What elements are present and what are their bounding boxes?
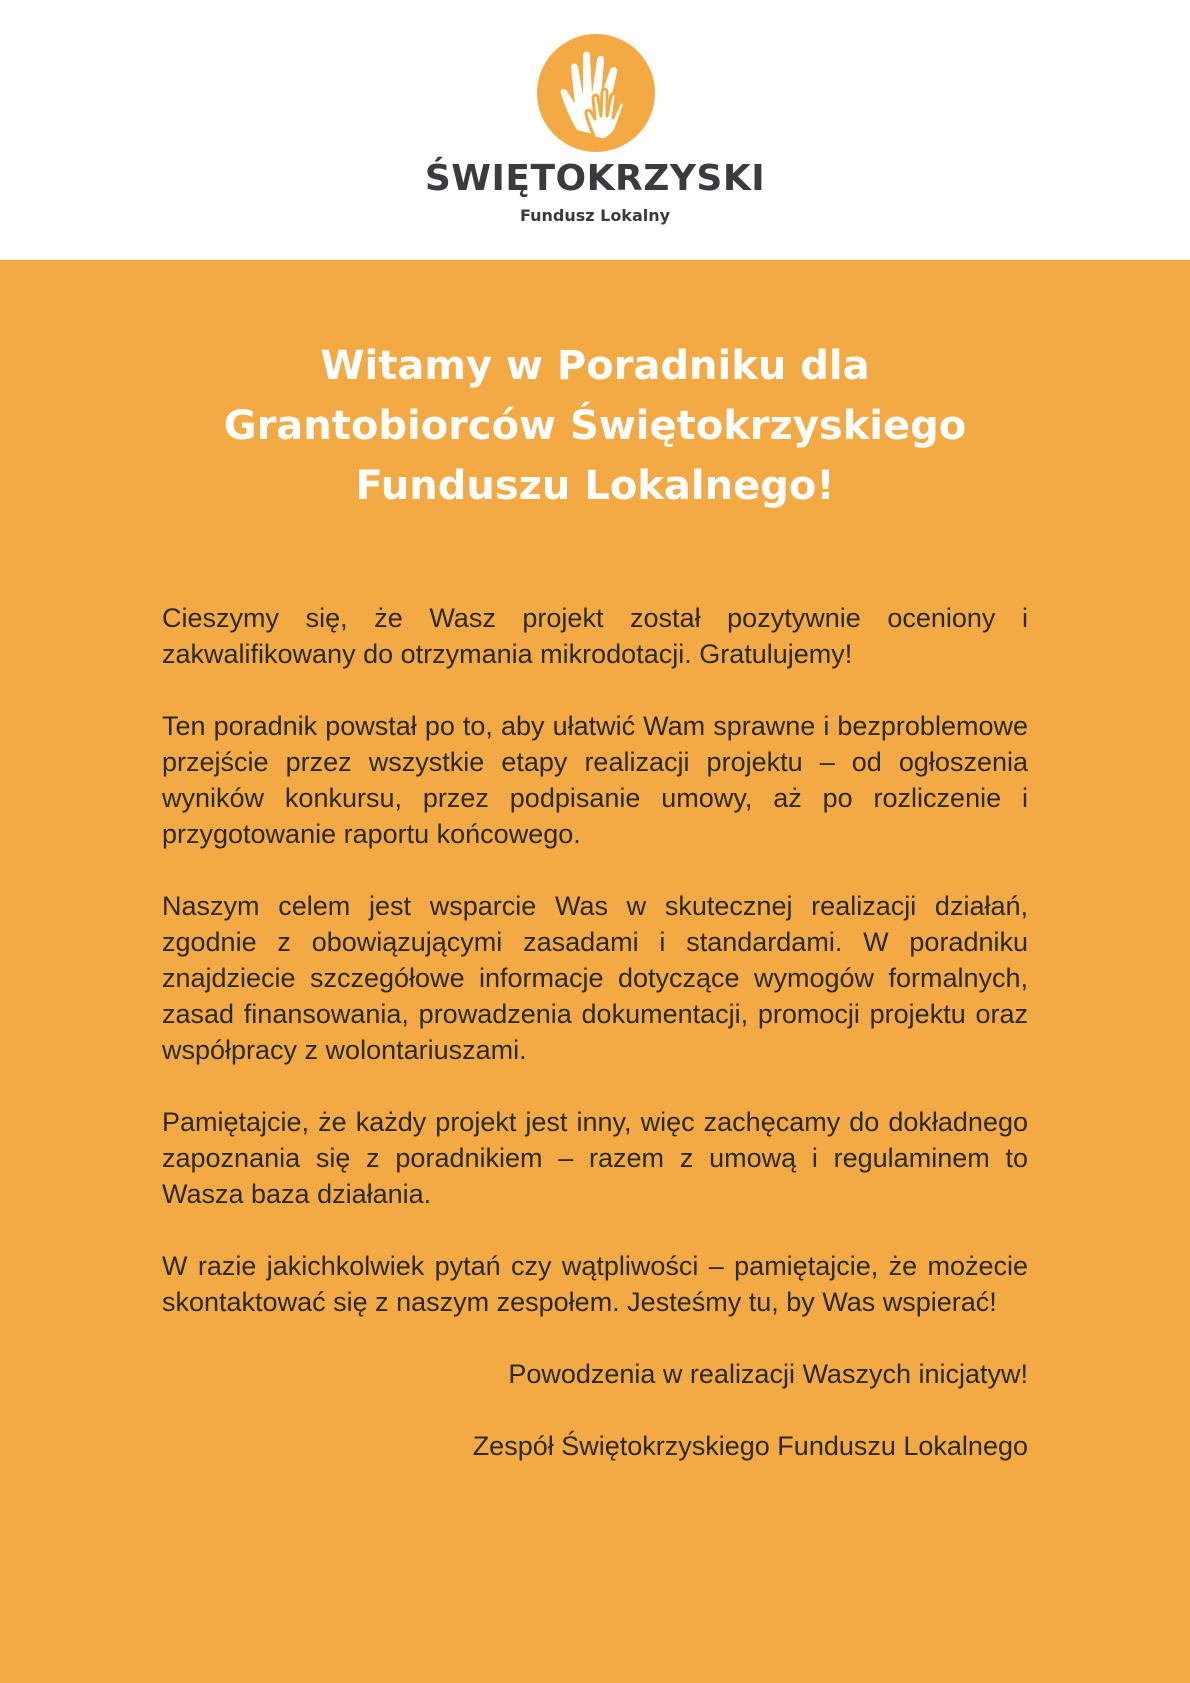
welcome-letter xyxy=(162,600,1028,1500)
hands-in-circle-icon xyxy=(537,34,655,152)
paragraph: Naszym celem jest wsparcie Was w skutecznej realizacji działań, zgodnie z obowiązującymi zasadami i standardami. W poradniku znajdziecie szczegółowe informacje dotyczące wymogów formalnych, zasad finansowania, prowadzenia dokumentacji, promocji projektu oraz współpracy z wolontariuszami. xyxy=(162,891,1028,1065)
main-content xyxy=(0,260,1190,1683)
org-name: ŚWIĘTOKRZYSKI xyxy=(424,158,766,199)
signature: Zespół Świętokrzyskiego Funduszu Lokalnego xyxy=(472,1431,1028,1461)
paragraph: Pamiętajcie, że każdy projekt jest inny, więc zachęcamy do dokładnego zapoznania się z poradnikiem – razem z umową i regulaminem to Wasza baza działania. xyxy=(162,1107,1028,1209)
title-line: Grantobiorców Świętokrzyskiego xyxy=(223,403,967,449)
paragraph: W razie jakichkolwiek pytań czy wątpliwości – pamiętajcie, że możecie skontaktować się z naszym zespołem. Jesteśmy tu, by Was wspierać! xyxy=(162,1251,1028,1317)
paragraph: Ten poradnik powstał po to, aby ułatwić Wam sprawne i bezproblemowe przejście przez wszystkie etapy realizacji projektu – od ogłoszenia wyników konkursu, przez podpisanie umowy, aż po rozliczenie i przygotowanie raportu końcowego. xyxy=(162,711,1028,849)
page-header xyxy=(0,0,1190,260)
closing-line: Powodzenia w realizacji Waszych inicjatyw! xyxy=(508,1359,1028,1389)
page-title xyxy=(150,336,1040,516)
title-line: Witamy w Poradniku dla xyxy=(320,343,870,389)
paragraph: Cieszymy się, że Wasz projekt został pozytywnie oceniony i zakwalifikowany do otrzymania mikrodotacji. Gratulujemy! xyxy=(162,603,1028,669)
title-line: Funduszu Lokalnego! xyxy=(355,463,835,509)
org-subname: Fundusz Lokalny xyxy=(519,206,671,225)
